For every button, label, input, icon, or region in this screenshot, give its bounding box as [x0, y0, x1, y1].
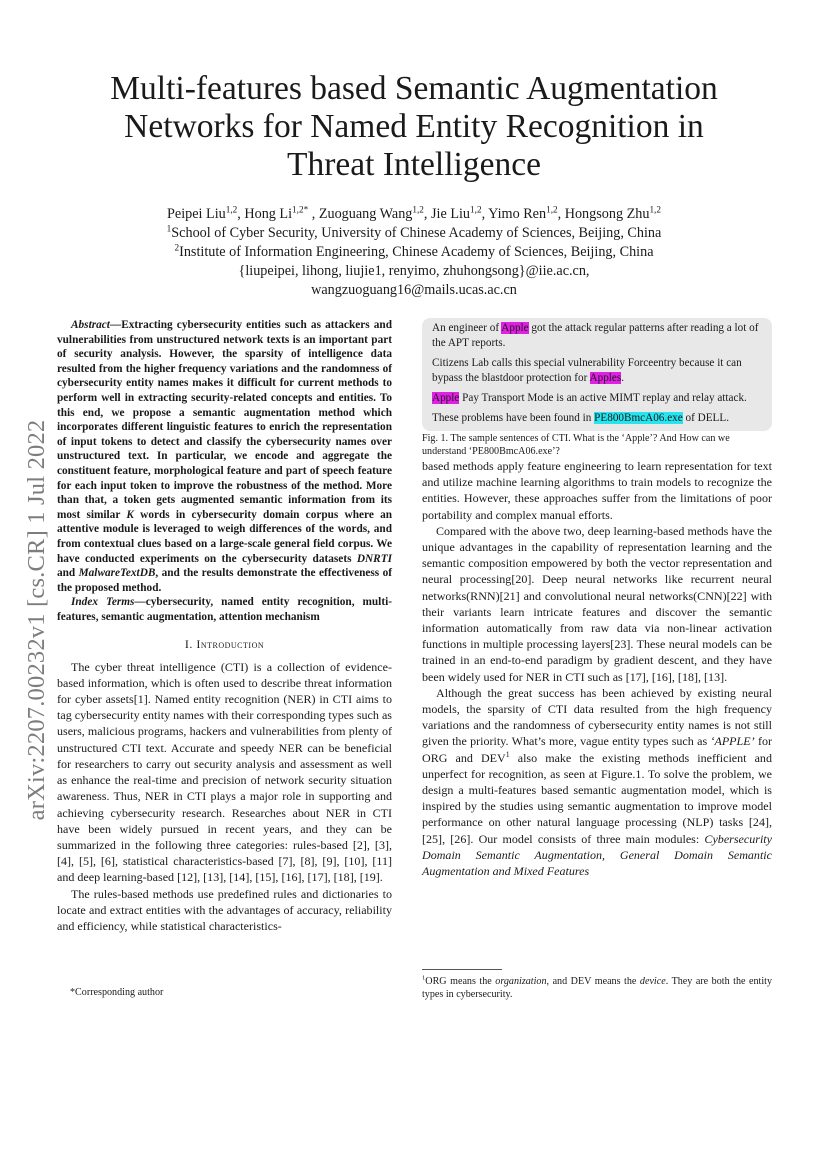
author-sup: 1,2: [649, 204, 661, 215]
footnote-divider: [422, 969, 502, 970]
author-sup: 1,2: [546, 204, 558, 215]
affiliation-2: $^2$Institute of Information Engineering, Chinese Academy of Sciences, Beijing, China: [174, 242, 654, 260]
email-line-2: wangzuoguang16@mails.ucas.ac.cn: [311, 282, 517, 298]
author-sup: 1,2*: [292, 204, 309, 215]
sample-sentence: These problems have been found in PE800BmcA06.exe of DELL.: [432, 412, 730, 424]
author-name: Jie Liu: [431, 206, 471, 222]
author-block: [80, 205, 748, 300]
footnote-1: $^1$ORG means the organization, and DEV means the device. They are both the entity types in cybersecurity.: [422, 974, 772, 1000]
highlight-entity: Apples: [589, 372, 622, 384]
sample-sentence: Apple Pay Transport Mode is an active MIMT replay and relay attack.: [432, 392, 747, 404]
affiliation-1: $^1$School of Cyber Security, University of Chinese Academy of Sciences, Beijing, China: [166, 223, 662, 241]
sample-sentence: An engineer of Apple got the attack regular patterns after reading a lot of the APT reports.: [432, 322, 759, 349]
highlight-entity: Apple: [501, 322, 529, 334]
arxiv-identifier[interactable]: arXiv:2207.00232v1 [cs.CR] 1 Jul 2022: [23, 419, 50, 821]
sample-sentence: Citizens Lab calls this special vulnerability Forceentry because it can bypass the blastdoor protection for Apples.: [432, 357, 742, 384]
corresponding-author-note: *Corresponding author: [70, 987, 164, 998]
right-paragraph-1: based methods apply feature engineering to learn representation for text and utilize machine learning algorithms to train models to recognize the entities. However, these approaches suffer from the limitations of poor portability and complex manual efforts.: [422, 459, 772, 522]
author-sup: 1,2: [225, 204, 238, 215]
abstract: Abstract—Extracting cybersecurity entities such as attackers and vulnerabilities from unstructured network texts is an important part of security analysis. However, the sparsity of intelligence data resulted from the higher frequency variations and the randomness of cybersecurity entity names makes it difficult for current methods to perform well in extracting security-related concepts and entities. To this end, we propose a semantic augmentation method which incorporates different linguistic features to enrich the representation of input tokens to detect and classify the cybersecurity names over unstructured text. In particular, we encode and aggregate the constituent feature, morphological feature and part of speech feature for each input token to improve the robustness of the method. More than that, a token gets augmented semantic information from its most similar K words in cybersecurity domain corpus where an attentive module is leveraged to weigh differences of the words, and from contextual clues based on a large-scale general field corpus. We have conducted experiments on the cybersecurity datasets DNRTI and MalwareTextDB, and the results demonstrate the effectiveness of the proposed method.: [57, 319, 392, 594]
arxiv-sidebar: [12, 380, 62, 860]
right-paragraph-2: Compared with the above two, deep learning-based methods have the unique advantages in the capability of representation learning and the semantic composition empowered by both the vector representation and neural processing[20]. Deep neural networks like recurrent neural networks(RNN)[21] and convolutional neural networks(CNN)[22] with their variants learn intricate features and discover the semantic information automatically from raw data via non-linear activation functions in multiple processing layers[23]. These neural models can be trained in an end-to-end paradigm by gradient descent, and they have been widely used for NER in CTI such as [17], [16], [18], [13].: [422, 523, 772, 684]
author-name: Zuoguang Wang: [318, 206, 413, 222]
author-sup: 1,2: [470, 204, 482, 215]
author-name: Hongsong Zhu: [564, 206, 650, 222]
author-name: Hong Li: [244, 206, 293, 222]
author-sup: 1,2: [412, 204, 424, 215]
right-column: [422, 458, 772, 879]
figure-1-caption: Fig. 1. The sample sentences of CTI. What is the ‘Apple’? And How can we understand ‘PE800BmcA06.exe’?: [422, 433, 730, 457]
dataset-malwaretextdb: MalwareTextDB: [78, 567, 156, 580]
index-terms: Index Terms—cybersecurity, named entity recognition, multi-features, semantic augmentation, attention mechanism: [57, 596, 392, 623]
intro-paragraph-1: The cyber threat intelligence (CTI) is a collection of evidence-based information, which is often used to describe threat information for cyber assets[1]. Named entity recognition (NER) in CTI aims to tag cybersecurity entity names with their corresponding types such as users, malicious programs, hackers and vulnerabilities from plenty of unstructured CTI text. Accurate and speedy NER can be beneficial for researchers to carry out security analysis and assessment as well as enhance the real-time and precision of network security situation awareness. Thus, NER in CTI plays a major role in supporting and achieving cybersecurity research. Researches about NER in CTI have been widely pursued in recent years, and they can be summarized in the following three categories: rules-based [2], [3], [4], [5], [6], statistical characteristics-based [7], [8], [9], [10], [11] and deep learning-based [12], [13], [14], [15], [16], [17], [18], [19].: [57, 659, 392, 885]
section-heading-introduction: I. Introduction: [184, 637, 265, 652]
figure-1-sample-sentences: [422, 318, 772, 431]
author-list: Peipei Liu$^{1,2}$, Hong $Li^{1,2*}$ , Zuoguang Wang$^{1,2}$, Jie Liu$^{1,2}$, Yimo Ren$^{1,2}$, Hongsong Zhu$^{1,2}$: [167, 204, 661, 222]
highlight-entity: Apple: [432, 392, 460, 404]
right-paragraph-3: Although the great success has been achieved by existing neural models, the sparsity of CTI data resulted from the high frequency variations and the randomness of cybersecurity entity names is not still given the priority. What’s more, vague entity types such as ‘APPLE’ for ORG and DEV$^1$ also make the existing methods inefficient and unperfect for recognition, as seen at Figure.1. To solve the problem, we design a multi-features based semantic augmentation model, which is inspired by the studies using semantic augmentation to improve model performance on other natural language processing (NLP) tasks [24], [25], [26]. Our model consists of three main modules: Cybersecurity Domain Semantic Augmentation, General Domain Semantic Augmentation and Mixed Features: [422, 685, 772, 879]
left-column: [57, 318, 392, 934]
dataset-dnrti: DNRTI: [356, 552, 392, 565]
email-line-1: {liupeipei, lihong, liujie1, renyimo, zhuhongsong}@iie.ac.cn,: [238, 263, 590, 279]
author-name: Yimo Ren: [488, 206, 547, 222]
paper-title: Multi-features based Semantic Augmentation Networks for Named Entity Recognition in Threat Intelligence: [110, 70, 718, 183]
intro-paragraph-2: The rules-based methods use predefined rules and dictionaries to locate and extract entities with the advantages of accuracy, reliability and efficiency, while statistical characteristics-: [57, 886, 392, 933]
highlight-entity: PE800BmcA06.exe: [594, 412, 683, 424]
author-name: Peipei Liu: [167, 206, 226, 222]
footnote-ref[interactable]: 1: [505, 749, 510, 759]
